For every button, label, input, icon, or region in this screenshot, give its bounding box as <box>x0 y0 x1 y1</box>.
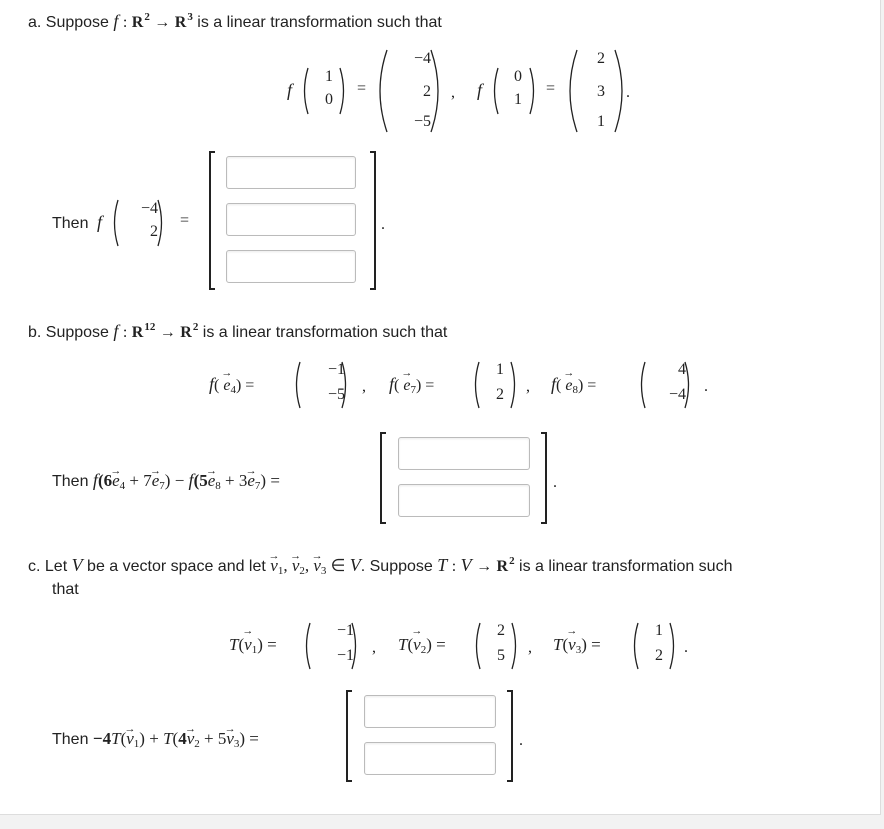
then-label: Then <box>52 473 89 490</box>
part-a-statement <box>28 11 442 34</box>
query-r2: 2 <box>150 223 158 240</box>
query-r1: −4 <box>140 200 158 217</box>
v-letter: → v <box>292 556 300 576</box>
then-label: Then <box>52 215 89 232</box>
e8-r1: 4 <box>678 361 686 378</box>
part-c-label: c. Let <box>28 558 68 575</box>
in2-r1: 0 <box>514 68 522 85</box>
t-v3: $T(\to v_3)$ = <box>553 635 601 655</box>
vector-list: → $v_1$, → $v_2$, → $v_3$ ∈ V <box>270 556 360 575</box>
answer-c-row2[interactable] <box>364 742 496 775</box>
codomain-R-letter: R <box>496 558 509 575</box>
domain-exp: 12 <box>144 321 156 333</box>
space-V: V <box>460 555 472 575</box>
v-letter: → v <box>187 729 195 749</box>
part-c-statement-line2: that <box>52 581 79 598</box>
e7-sub: 7 <box>410 384 416 396</box>
e8-r2: −4 <box>668 386 686 403</box>
out2-r3: 1 <box>597 113 605 130</box>
answer-b-row1[interactable] <box>398 437 530 470</box>
codomain-R <box>174 11 193 31</box>
e-letter: → e <box>403 377 410 395</box>
codomain-R-letter: R <box>174 14 187 31</box>
bracket-left-b <box>380 432 386 524</box>
v1-r2: −1 <box>336 647 354 664</box>
part-c-statement-line1 <box>28 555 732 578</box>
answer-a-row1[interactable] <box>226 156 356 189</box>
map-T: T <box>398 635 408 654</box>
bracket-left-a <box>209 151 215 290</box>
domain-R-letter: R <box>131 14 144 31</box>
func-f: f <box>188 470 194 490</box>
in-symbol: ∈ <box>330 556 346 575</box>
bracket-right-a <box>370 151 376 290</box>
map-T: T <box>111 729 121 748</box>
func-f: f <box>551 374 557 394</box>
domain-R <box>131 11 150 31</box>
t-v1: $T(\to v_1)$ = <box>229 635 277 655</box>
arrow: → <box>154 14 171 31</box>
comma: , <box>528 639 532 656</box>
v-letter: → v <box>313 556 321 576</box>
part-b-statement <box>28 321 447 344</box>
period: . <box>626 84 630 101</box>
expr-open2: (5 <box>193 471 208 490</box>
answer-b-row2[interactable] <box>398 484 530 517</box>
e4-r1: −1 <box>327 361 345 378</box>
answer-a-row3[interactable] <box>226 250 356 283</box>
map-T: T <box>553 635 563 654</box>
part-a-label: a. Suppose <box>28 14 109 31</box>
in1-r1: 1 <box>325 68 333 85</box>
part-b-tail: is a linear transformation such that <box>202 324 448 341</box>
func-f: f <box>389 374 395 394</box>
codomain-exp: 2 <box>192 321 199 333</box>
v-letter: → v <box>270 556 278 576</box>
map-T: T <box>437 555 448 575</box>
func-f: f <box>92 470 98 490</box>
v3-r2: 2 <box>655 647 663 664</box>
out2-r2: 3 <box>597 83 605 100</box>
func-f: f <box>113 11 119 31</box>
part-c-text2: . Suppose <box>360 558 433 575</box>
colon: : <box>451 558 457 575</box>
codomain-R <box>180 321 199 341</box>
v-letter: → v <box>413 635 421 655</box>
arrow: → <box>476 558 493 575</box>
e-letter: → e <box>112 471 120 491</box>
bracket-right-b <box>541 432 547 524</box>
bracket-right-c <box>507 690 513 782</box>
equals: = <box>180 212 190 229</box>
in1-r2: 0 <box>325 91 333 108</box>
expr-plus: + <box>149 729 159 748</box>
expr-open: (6 <box>97 471 113 490</box>
codomain-exp: 2 <box>509 555 515 567</box>
part-b-expression <box>52 470 280 493</box>
e7-r2: 2 <box>496 386 504 403</box>
f-e7: $f( \to e_7)$ = <box>389 374 434 395</box>
expr-mid: ) − <box>164 471 189 490</box>
colon: : <box>122 14 128 31</box>
part-c-expression <box>52 729 259 751</box>
expr-coef: −4 <box>92 729 112 748</box>
e4-r2: −5 <box>327 386 345 403</box>
codomain-R <box>496 555 515 575</box>
e8-sub: 8 <box>572 384 578 396</box>
expr-plus1: + 7 <box>129 471 152 490</box>
answer-c-row1[interactable] <box>364 695 496 728</box>
equals: = <box>357 80 367 97</box>
domain-exp: 2 <box>144 11 150 23</box>
codomain-R-letter: R <box>180 324 192 341</box>
func-f: f <box>97 212 103 232</box>
f-e8: $f( \to e_8)$ = <box>551 374 596 395</box>
f-e4: $f( \to e_4)$ = <box>209 374 254 395</box>
v-letter: → v <box>126 729 134 749</box>
period: . <box>519 732 523 749</box>
codomain-exp: 3 <box>187 11 193 23</box>
v-letter: → v <box>568 635 576 655</box>
expr-b <box>93 471 280 490</box>
equals: = <box>546 80 556 97</box>
in2-r2: 1 <box>514 91 522 108</box>
out1-r3: −5 <box>413 113 431 130</box>
period: . <box>704 378 708 395</box>
v2-r1: 2 <box>497 622 505 639</box>
comma: , <box>372 639 376 656</box>
period: . <box>684 639 688 656</box>
v2-r2: 5 <box>497 647 505 664</box>
arrow: → <box>159 324 176 341</box>
expr-4: 4 <box>178 729 187 748</box>
v-letter: → v <box>226 729 234 749</box>
map-T: T <box>163 729 173 748</box>
e4-sub: 4 <box>230 384 236 396</box>
expr-plus2: + 3 <box>225 471 248 490</box>
period: . <box>553 474 557 491</box>
func-f: f <box>113 321 119 341</box>
func-f: f <box>209 374 215 394</box>
space-V: V <box>349 555 361 575</box>
domain-R-letter: R <box>131 324 144 341</box>
map-T: T <box>229 635 239 654</box>
then-label: Then <box>52 731 89 748</box>
comma: , <box>526 378 530 395</box>
domain-R <box>131 321 156 341</box>
sub8: 8 <box>215 480 221 492</box>
comma: , <box>451 84 455 101</box>
expr-close: ) = <box>260 471 280 490</box>
e-letter: → e <box>223 377 230 395</box>
t-v2: $T(\to v_2)$ = <box>398 635 446 655</box>
e-letter: → e <box>152 471 160 491</box>
sub4: 4 <box>119 480 126 492</box>
out1-r2: 2 <box>423 83 431 100</box>
e7-r1: 1 <box>496 361 504 378</box>
colon: : <box>122 324 128 341</box>
v1-r1: −1 <box>336 622 354 639</box>
sub7: 7 <box>254 480 261 492</box>
part-a-tail: is a linear transformation such that <box>197 14 442 31</box>
func-f: f <box>477 80 483 100</box>
expr-5: + 5 <box>204 729 227 748</box>
part-c-text3: is a linear transformation such <box>519 558 733 575</box>
comma: , <box>362 378 366 395</box>
v-letter: → v <box>244 635 252 655</box>
v3-r1: 1 <box>655 622 663 639</box>
e-letter: → e <box>247 471 255 491</box>
space-V: V <box>71 555 83 575</box>
part-b-label: b. Suppose <box>28 324 109 341</box>
func-f: f <box>287 80 293 100</box>
out1-r1: −4 <box>413 50 431 67</box>
bracket-left-c <box>346 690 352 782</box>
part-c-text1: be a vector space and let <box>87 558 266 575</box>
expr-end: ) = <box>239 729 259 748</box>
expr-c: $-4T(\to v_1) + T(4\to v_2 + 5\to v_3)$ = <box>93 729 259 748</box>
e-letter: → e <box>565 377 572 395</box>
out2-r1: 2 <box>597 50 605 67</box>
e-letter: → e <box>208 471 216 491</box>
period: . <box>381 216 385 233</box>
answer-a-row2[interactable] <box>226 203 356 236</box>
sub7: 7 <box>159 480 165 492</box>
